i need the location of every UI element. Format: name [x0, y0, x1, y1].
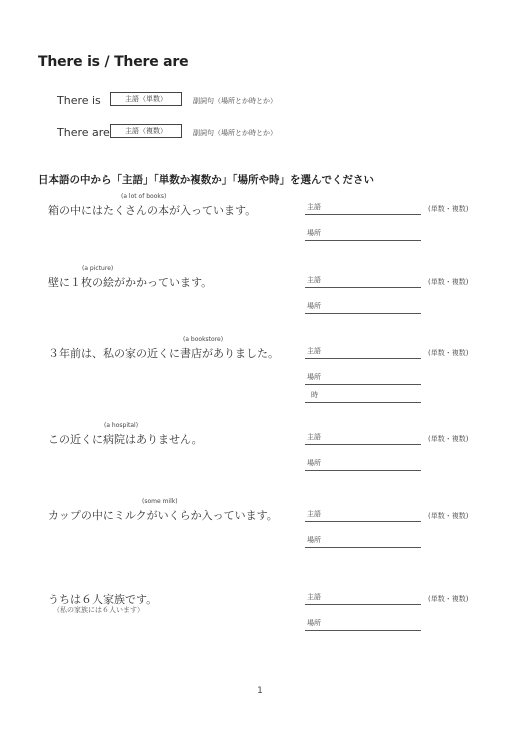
- place-label: 場所: [307, 619, 321, 627]
- subject-label: 主語: [307, 276, 321, 284]
- time-field[interactable]: [305, 388, 421, 403]
- example-box-plural: 主語（複数）: [110, 124, 182, 138]
- subject-field[interactable]: [305, 200, 421, 215]
- place-label: 場所: [307, 302, 321, 310]
- item-sub-sentence: （私の家族には６人います）: [53, 606, 144, 614]
- item-sentence: カップの中にミルクがいくらか入っています。: [48, 509, 278, 522]
- number-choice[interactable]: (単数・複数): [428, 435, 469, 443]
- item-sentence: うちは６人家族です。: [48, 593, 158, 606]
- subject-label: 主語: [307, 347, 321, 355]
- example-lead-plural: There are: [57, 126, 110, 139]
- item-gloss: (a bookstore): [183, 336, 224, 343]
- place-field[interactable]: [305, 370, 421, 385]
- place-label: 場所: [307, 373, 321, 381]
- item-gloss: (a picture): [82, 265, 114, 272]
- number-choice[interactable]: (単数・複数): [428, 349, 469, 357]
- place-field[interactable]: [305, 299, 421, 314]
- item-gloss: (a lot of books): [121, 193, 167, 200]
- place-field[interactable]: [305, 226, 421, 241]
- subject-label: 主語: [307, 593, 321, 601]
- place-label: 場所: [307, 536, 321, 544]
- example-box-singular: 主語（単数）: [110, 92, 182, 106]
- instruction: 日本語の中から「主語」「単数か複数か」「場所や時」を選んでください: [38, 174, 374, 186]
- number-choice[interactable]: (単数・複数): [428, 512, 469, 520]
- subject-label: 主語: [307, 433, 321, 441]
- item-gloss: (some milk): [142, 498, 178, 505]
- subject-field[interactable]: [305, 344, 421, 359]
- place-label: 場所: [307, 459, 321, 467]
- number-choice[interactable]: (単数・複数): [428, 278, 469, 286]
- number-choice[interactable]: (単数・複数): [428, 595, 469, 603]
- example-note-plural: 副詞句（場所とか時とか）: [193, 129, 277, 137]
- example-lead-singular: There is: [57, 94, 101, 107]
- page-number: 1: [257, 686, 263, 696]
- item-sentence: ３年前は、私の家の近くに書店がありました。: [48, 347, 279, 360]
- item-gloss: (a hospital): [104, 422, 139, 429]
- subject-field[interactable]: [305, 507, 421, 522]
- item-sentence: 壁に１枚の絵がかかっています。: [48, 276, 213, 289]
- place-field[interactable]: [305, 533, 421, 548]
- item-sentence: この近くに病院はありません。: [48, 433, 203, 446]
- number-choice[interactable]: (単数・複数): [428, 205, 469, 213]
- place-label: 場所: [307, 229, 321, 237]
- time-label: 時: [311, 391, 318, 399]
- subject-field[interactable]: [305, 430, 421, 445]
- subject-field[interactable]: [305, 590, 421, 605]
- item-sentence: 箱の中にはたくさんの本が入っています。: [48, 204, 257, 217]
- example-note-singular: 副詞句（場所とか時とか）: [193, 97, 277, 105]
- subject-label: 主語: [307, 510, 321, 518]
- place-field[interactable]: [305, 456, 421, 471]
- subject-field[interactable]: [305, 273, 421, 288]
- place-field[interactable]: [305, 616, 421, 631]
- page-title: There is / There are: [38, 54, 189, 70]
- subject-label: 主語: [307, 203, 321, 211]
